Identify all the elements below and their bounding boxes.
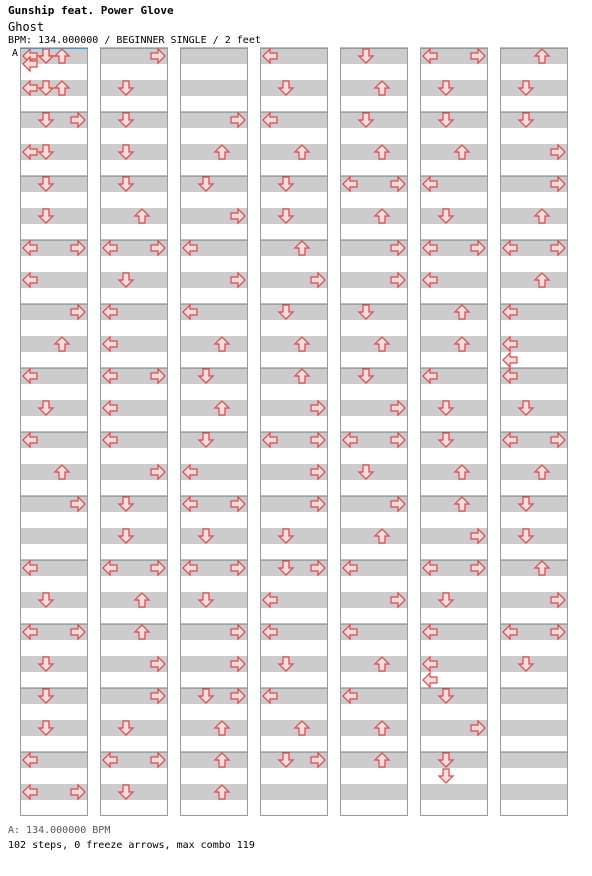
beat-stripe — [500, 112, 568, 128]
bpm-difficulty-line: BPM: 134.000000 / BEGINNER SINGLE / 2 feet — [8, 35, 261, 46]
beat-stripe — [100, 272, 168, 288]
beat-stripe — [500, 400, 568, 416]
beat-stripe — [420, 432, 488, 448]
beat-stripe — [420, 144, 488, 160]
beat-stripe — [420, 336, 488, 352]
beat-stripe — [180, 176, 248, 192]
beat-stripe — [20, 400, 88, 416]
beat-stripe — [420, 400, 488, 416]
beat-stripe — [260, 336, 328, 352]
beat-stripe — [180, 720, 248, 736]
beat-stripe — [100, 784, 168, 800]
beat-stripe — [500, 560, 568, 576]
beat-stripe — [500, 464, 568, 480]
beat-stripe — [420, 112, 488, 128]
beat-stripe — [100, 496, 168, 512]
beat-stripe — [500, 48, 568, 64]
beat-stripe — [100, 592, 168, 608]
beat-stripe — [340, 784, 408, 800]
beat-stripe — [340, 368, 408, 384]
beat-stripe — [180, 400, 248, 416]
beat-stripe — [180, 144, 248, 160]
beat-stripe — [340, 720, 408, 736]
beat-stripe — [420, 464, 488, 480]
beat-stripe — [20, 592, 88, 608]
beat-stripe — [500, 688, 568, 704]
beat-stripe — [340, 656, 408, 672]
beat-stripe — [20, 528, 88, 544]
beat-stripe — [500, 496, 568, 512]
beat-stripe — [100, 528, 168, 544]
beat-stripe — [180, 336, 248, 352]
chart-column-6 — [420, 48, 488, 816]
beat-stripe — [260, 528, 328, 544]
beat-stripe — [340, 48, 408, 64]
beat-stripe — [340, 304, 408, 320]
beat-stripe — [180, 528, 248, 544]
beat-stripe — [500, 656, 568, 672]
beat-stripe — [260, 176, 328, 192]
footer-step-stats: 102 steps, 0 freeze arrows, max combo 119 — [8, 840, 255, 851]
beat-stripe — [260, 784, 328, 800]
beat-stripe — [340, 112, 408, 128]
beat-stripe — [340, 336, 408, 352]
beat-stripe — [180, 48, 248, 64]
footer-bpm-list: A: 134.000000 BPM — [8, 825, 111, 836]
song-title: Ghost — [8, 20, 45, 34]
beat-stripe — [340, 80, 408, 96]
beat-stripe — [260, 304, 328, 320]
beat-stripe — [20, 208, 88, 224]
beat-stripe — [100, 720, 168, 736]
beat-stripe — [100, 624, 168, 640]
beat-stripe — [420, 592, 488, 608]
beat-stripe — [180, 368, 248, 384]
beat-stripe — [100, 80, 168, 96]
beat-stripe — [500, 720, 568, 736]
beat-stripe — [420, 304, 488, 320]
beat-stripe — [180, 80, 248, 96]
beat-stripe — [260, 368, 328, 384]
beat-stripe — [420, 496, 488, 512]
beat-stripe — [500, 752, 568, 768]
beat-stripe — [260, 240, 328, 256]
beat-stripe — [20, 656, 88, 672]
beat-stripe — [420, 688, 488, 704]
bpm-marker-label: A — [12, 48, 19, 59]
beat-stripe — [340, 208, 408, 224]
beat-stripe — [100, 144, 168, 160]
beat-stripe — [260, 720, 328, 736]
beat-stripe — [340, 144, 408, 160]
beat-stripe — [20, 464, 88, 480]
beat-stripe — [20, 688, 88, 704]
beat-stripe — [260, 80, 328, 96]
beat-stripe — [420, 80, 488, 96]
song-artist: Gunship feat. Power Glove — [8, 4, 174, 17]
beat-stripe — [180, 784, 248, 800]
beat-stripe — [20, 720, 88, 736]
beat-stripe — [100, 176, 168, 192]
beat-stripe — [260, 656, 328, 672]
beat-stripe — [420, 208, 488, 224]
beat-stripe — [500, 80, 568, 96]
beat-stripe — [340, 752, 408, 768]
beat-stripe — [260, 208, 328, 224]
beat-stripe — [100, 208, 168, 224]
beat-stripe — [180, 752, 248, 768]
beat-stripe — [420, 784, 488, 800]
beat-stripe — [20, 336, 88, 352]
beat-stripe — [20, 176, 88, 192]
beat-stripe — [260, 144, 328, 160]
beat-stripe — [500, 528, 568, 544]
beat-stripe — [500, 208, 568, 224]
beat-stripe — [100, 112, 168, 128]
beat-stripe — [420, 752, 488, 768]
beat-stripe — [340, 464, 408, 480]
beat-stripe — [500, 272, 568, 288]
beat-stripe — [180, 592, 248, 608]
beat-stripe — [500, 784, 568, 800]
beat-stripe — [180, 432, 248, 448]
beat-stripe — [340, 528, 408, 544]
